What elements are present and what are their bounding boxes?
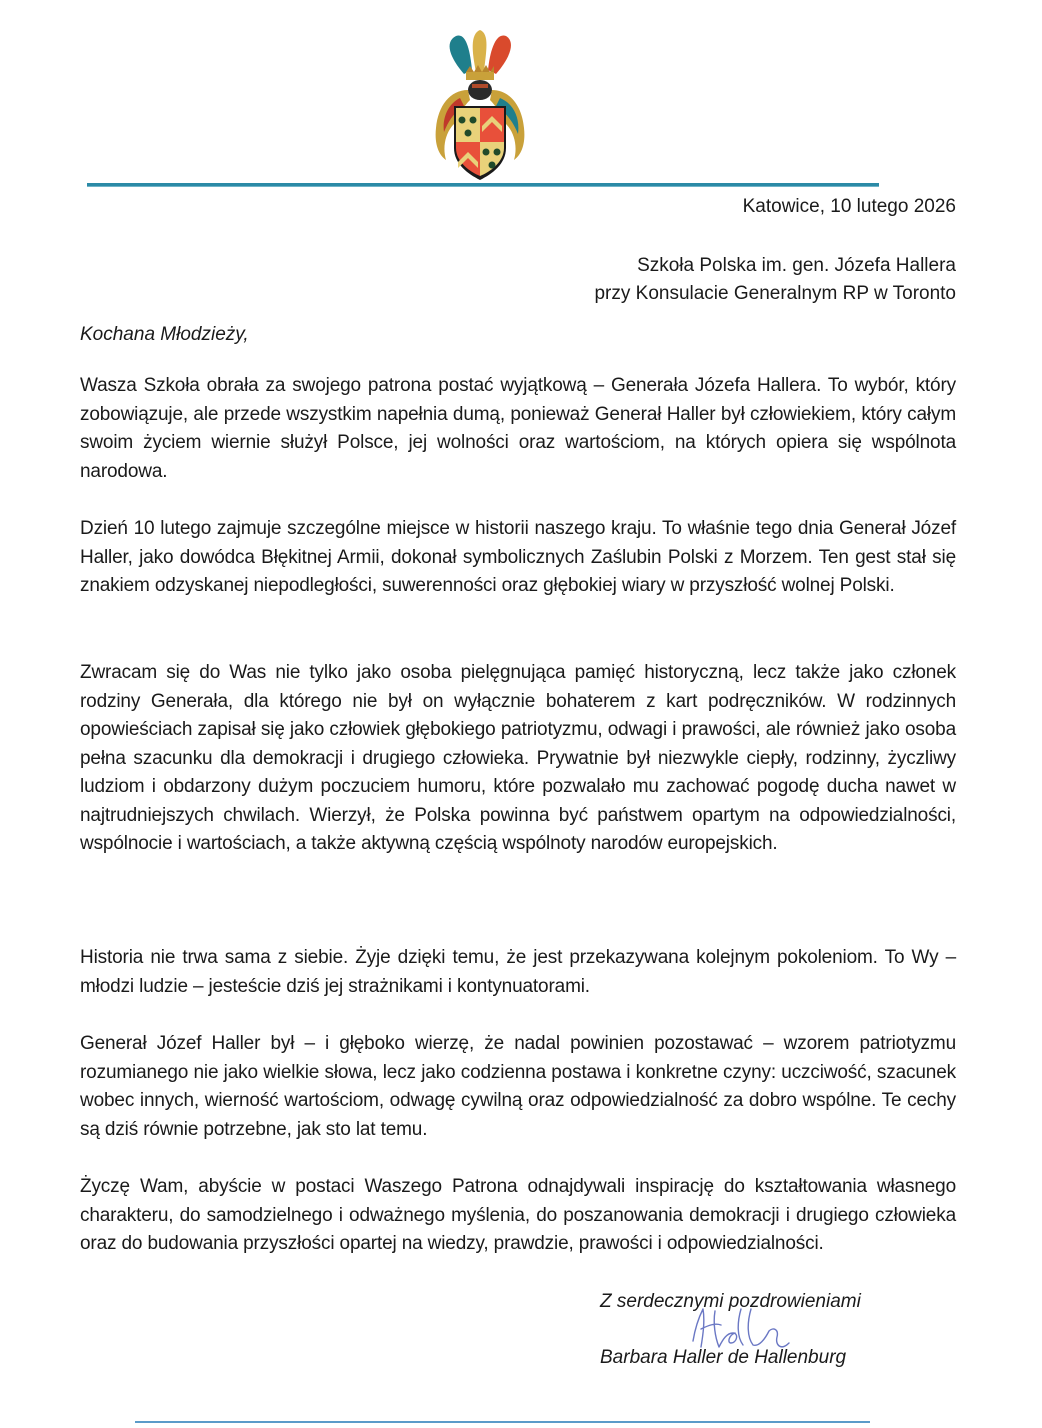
salutation: Kochana Młodzieży, bbox=[80, 324, 249, 345]
paragraph-4: Historia nie trwa sama z siebie. Żyje dzięki temu, że jest przekazywana kolejnym pokoleniom. To Wy – młodzi ludzie – jesteście dziś jej strażnikami i kontynuatorami. bbox=[80, 947, 956, 997]
recipient-line-2: przy Konsulacie Generalnym RP w Toronto bbox=[594, 283, 956, 304]
paragraph-1: Wasza Szkoła obrała za swojego patrona postać wyjątkową – Generała Józefa Hallera. To wybór, który zobowiązuje, ale przede wszystkim napełnia dumą, ponieważ Generał Haller był człowiekiem, który całym swoim życiem wiernie służył Polsce, jej wolności oraz wartościom, na których opiera się wspólnota narodowa. bbox=[80, 375, 956, 482]
signer-name: Barbara Haller de Hallenburg bbox=[600, 1347, 847, 1368]
closing-phrase: Z serdecznymi pozdrowieniami bbox=[600, 1291, 861, 1312]
place-date: Katowice, 10 lutego 2026 bbox=[742, 196, 956, 217]
paragraph-2: Dzień 10 lutego zajmuje szczególne miejsce w historii naszego kraju. To właśnie tego dnia Generał Józef Haller, jako dowódca Błękitnej Armii, dokonał symbolicznych Zaślubin Polski z Morzem. Ten gest stał się znakiem odzyskanej niepodległości, suwerenności oraz głębokiej wiary w przyszłość wolnej Polski. bbox=[80, 518, 956, 596]
paragraph-6: Życzę Wam, abyście w postaci Waszego Patrona odnajdywali inspirację do kształtowania własnego charakteru, do samodzielnego i odważnego myślenia, do poszanowania demokracji i drugiego człowieka oraz do budowania przyszłości opartej na wiedzy, prawdzie, prawości i odpowiedzialności. bbox=[80, 1176, 956, 1254]
paragraph-3: Zwracam się do Was nie tylko jako osoba pielęgnująca pamięć historyczną, lecz także jako członek rodziny Generała, dla którego nie był on wyłącznie bohaterem z kart podręczników. W rodzinnych opowieściach zapisał się jako człowiek głębokiego patriotyzmu, odwagi i prawości, ale również jako osoba pełna szacunku dla demokracji i drugiego człowieka. Prywatnie był niezwykle ciepły, rodzinny, życzliwy ludziom i obdarzony dużym poczuciem humoru, które pozwalało mu zachować pogodę ducha nawet w najtrudniejszych chwilach. Wierzył, że Polska powinna być państwem opartym na odpowiedzialności, wspólnocie i wartościach, a także aktywną częścią wspólnoty narodów europejskich. bbox=[80, 662, 956, 854]
recipient-block bbox=[594, 252, 956, 308]
recipient-line-1: Szkoła Polska im. gen. Józefa Hallera bbox=[637, 255, 956, 276]
coat-of-arms-icon bbox=[430, 28, 530, 180]
paragraph-5: Generał Józef Haller był – i głęboko wierzę, że nadal powinien pozostawać – wzorem patriotyzmu rozumianego nie jako wielkie słowa, lecz jako codzienna postawa i konkretne czyny: uczciwość, szacunek wobec innych, wierność wartościom, odwagę cywilną oraz odpowiedzialność za dobro wspólne. Te cechy są dziś równie potrzebne, jak sto lat temu. bbox=[80, 1033, 956, 1140]
header-divider bbox=[87, 183, 879, 187]
footer-divider bbox=[135, 1421, 870, 1423]
